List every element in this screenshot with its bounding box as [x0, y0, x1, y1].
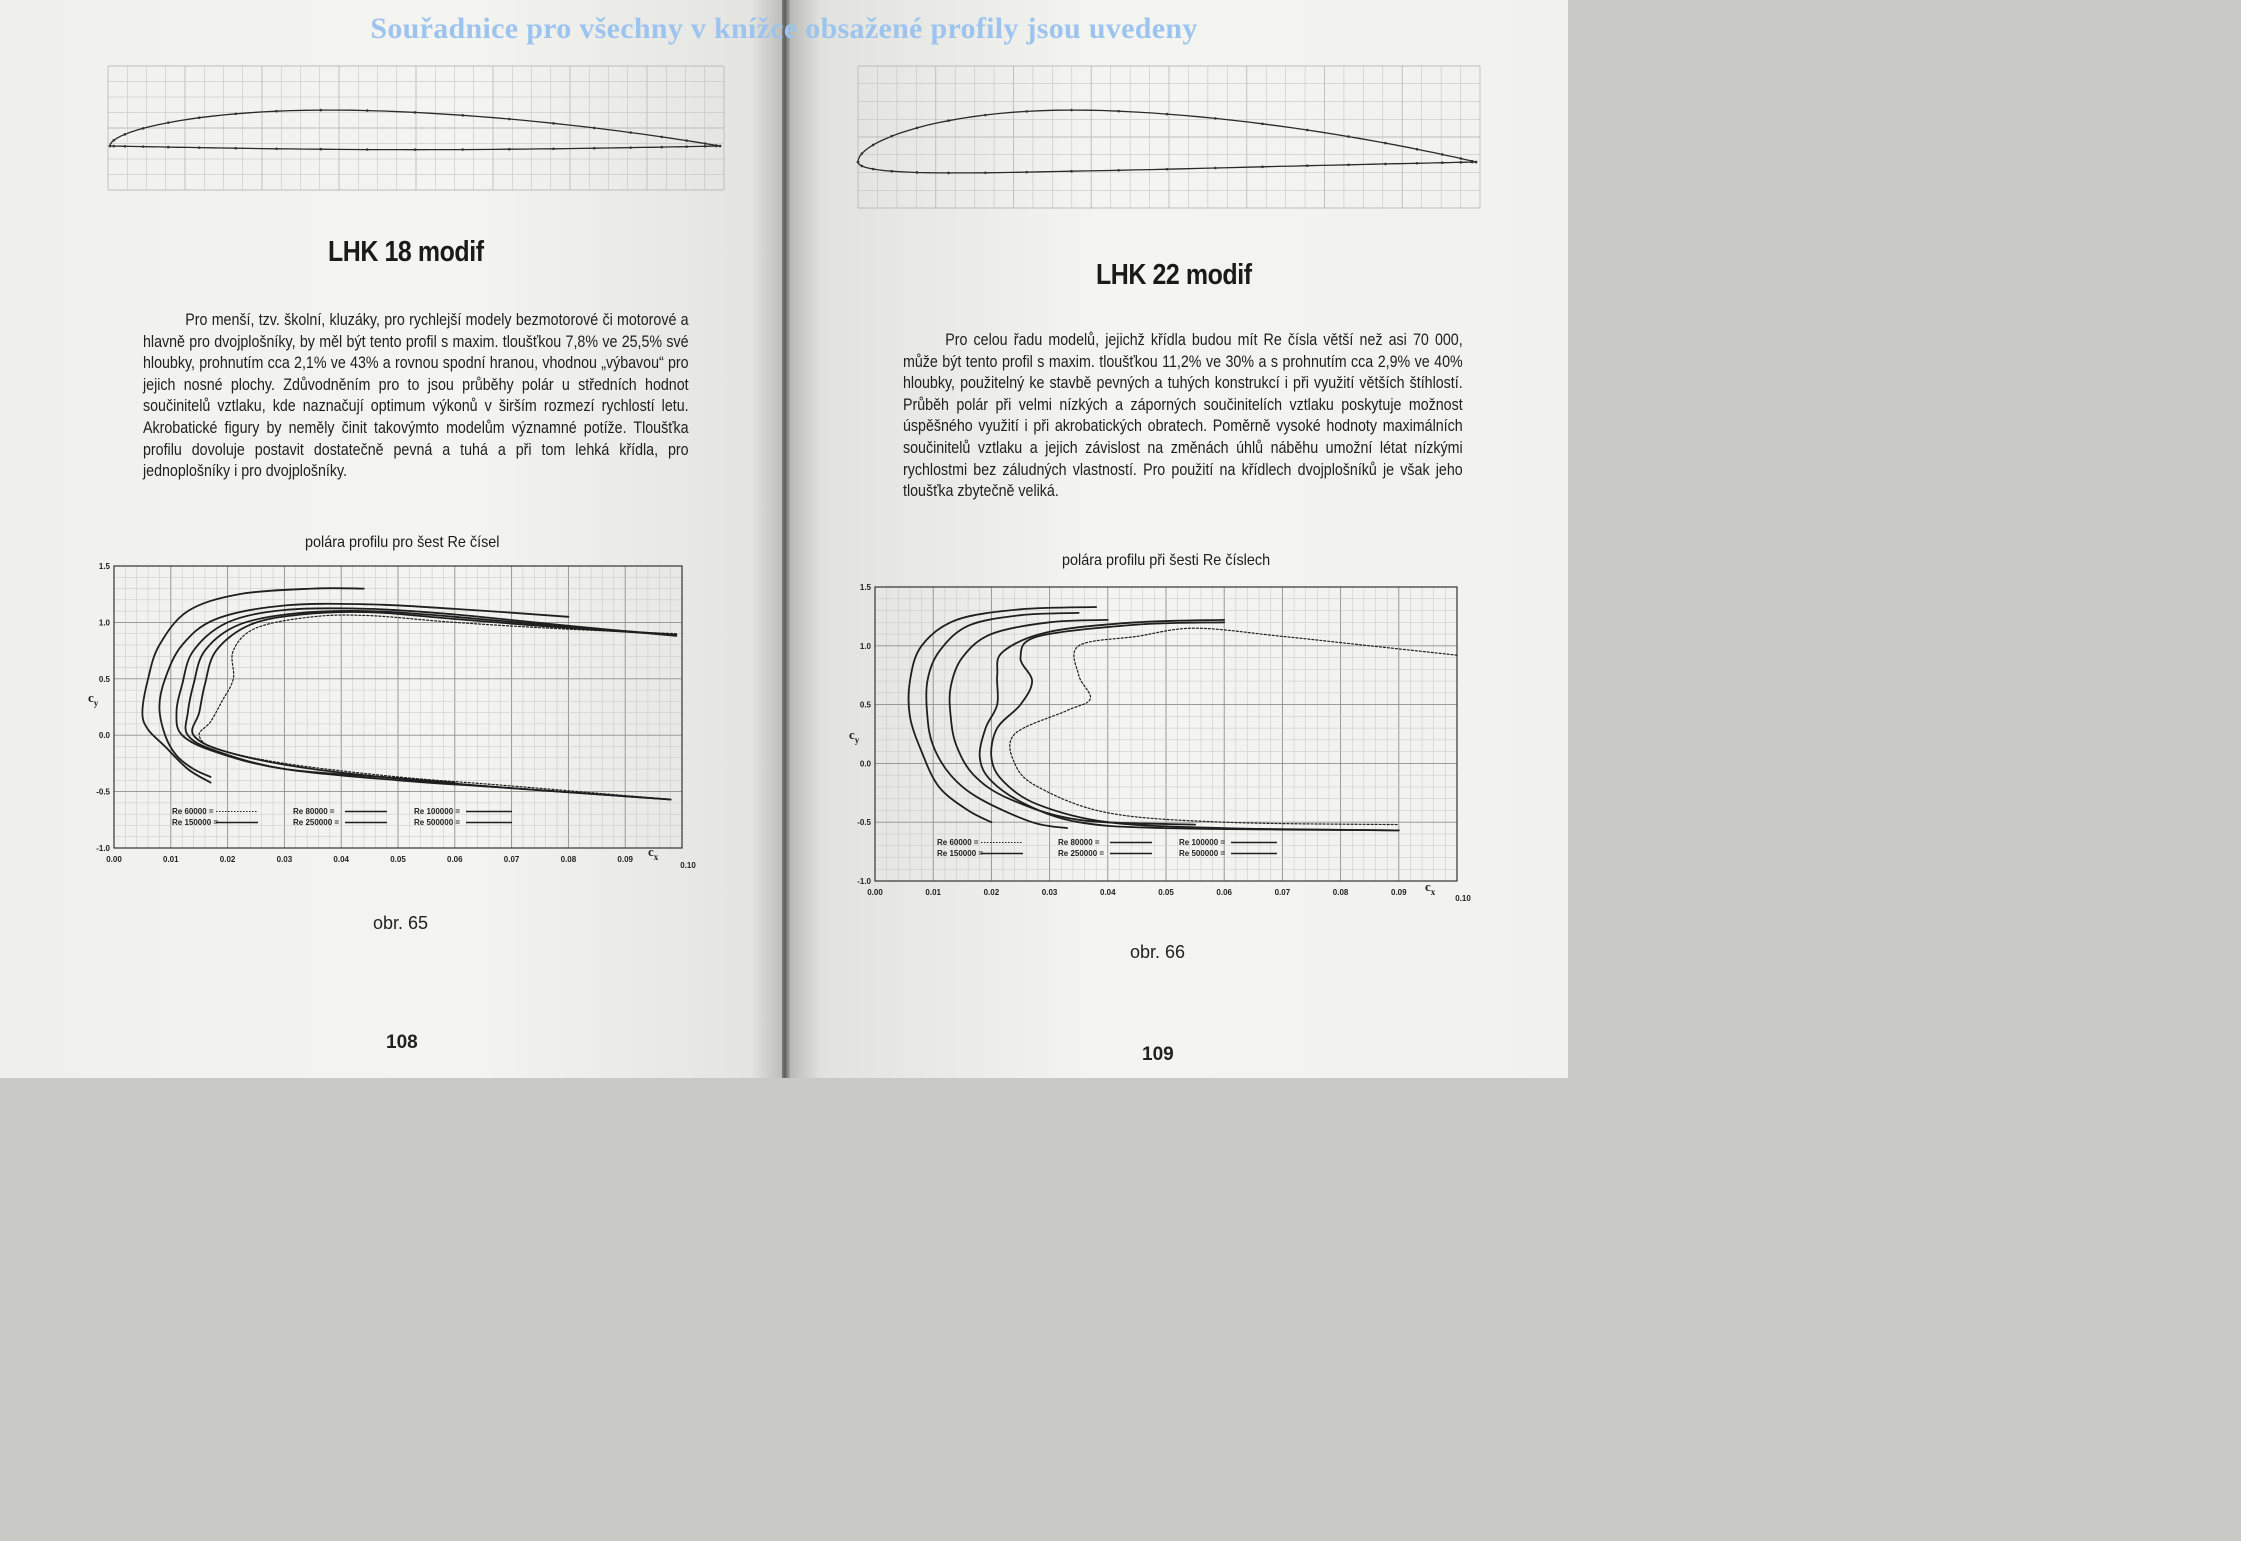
airfoil-point	[857, 161, 860, 164]
description-text	[143, 310, 689, 483]
x-axis-label: $c_x$	[1425, 879, 1436, 897]
x-tick-label: 0.09	[1391, 888, 1407, 897]
airfoil-point	[1166, 168, 1169, 171]
airfoil-point	[461, 114, 464, 117]
airfoil-point	[1261, 166, 1264, 169]
y-tick-label: 0.5	[859, 700, 871, 710]
airfoil-point	[1475, 161, 1478, 164]
x-tick-label: 0.07	[1274, 888, 1291, 897]
airfoil-point	[414, 148, 417, 151]
airfoil-point	[916, 127, 919, 130]
legend-entry-label: Re 60000 =	[172, 807, 214, 816]
airfoil-point	[366, 109, 369, 112]
legend-entry-label: Re 100000 =	[414, 807, 461, 816]
x-tick-label: 0.05	[390, 855, 406, 864]
airfoil-point	[1460, 157, 1463, 160]
airfoil-point	[124, 145, 127, 148]
airfoil-point	[1471, 161, 1474, 164]
page-left	[0, 0, 782, 1078]
description-paragraph: Pro menší, tzv. školní, kluzáky, pro rychlejší modely bezmotorové či motorové a hlavně pro dvojplošníky, by měl být tento profil s maxim. tloušťkou 7,8% ve 25,5% své hloubky, prohnutím cca 2,1% ve 43% a rovnou spodní hranou, vhodnou „výbavou“ pro jejich nosné plochy. Zdůvodněním pro to jsou průběhy polár u středních hodnot součinitelů vztlaku, kde naznačují optimum výkonů v širším rozmezí rychlostí letu. Akrobatické figury by neměly činit takovýmto modelům významné potíže. Tloušťka profilu dovoluje postavit dostatečně pevná a tuhá a při tom lehká křídla, pro jednoplošníky i pro dvojplošníky.	[143, 311, 689, 481]
airfoil-point	[704, 142, 707, 145]
airfoil-grid	[858, 66, 1480, 208]
page-right	[790, 0, 1568, 1078]
airfoil-point	[1214, 117, 1217, 120]
figure-label: obr. 65	[373, 913, 429, 933]
airfoil-grid	[108, 66, 724, 190]
profile-title: LHK 18 modif	[328, 236, 484, 268]
x-tick-label: 0.03	[1041, 888, 1058, 897]
airfoil-point	[1306, 164, 1309, 167]
y-tick-label: 1.0	[98, 618, 110, 628]
legend-entry-label: Re 150000 =	[172, 818, 219, 827]
airfoil-point	[861, 152, 864, 155]
x-tick-label: 0.01	[925, 888, 941, 897]
airfoil-point	[198, 116, 201, 119]
x-tick-label: 0.00	[106, 855, 122, 864]
airfoil-point	[366, 148, 369, 151]
airfoil-point	[984, 114, 987, 117]
airfoil-point	[872, 144, 875, 147]
airfoil-point	[234, 147, 237, 150]
chart-legend	[172, 807, 512, 827]
airfoil-point	[1306, 129, 1309, 132]
chart-grid	[114, 566, 682, 848]
airfoil-point	[124, 133, 127, 136]
airfoil-point	[629, 146, 632, 149]
chart-legend	[937, 838, 1277, 858]
legend-entry-label: Re 250000 =	[1058, 849, 1105, 858]
airfoil-point	[660, 146, 663, 149]
x-tick-label: 0.07	[503, 855, 520, 864]
airfoil-point	[704, 145, 707, 148]
airfoil-outline	[858, 110, 1476, 173]
airfoil-point	[947, 119, 950, 122]
airfoil-point	[872, 168, 875, 171]
airfoil-point	[552, 122, 555, 125]
polar-series-1	[991, 622, 1399, 830]
airfoil-point	[890, 170, 893, 173]
legend-entry-label: Re 80000 =	[1058, 838, 1100, 847]
airfoil-point	[593, 147, 596, 150]
airfoil-point	[198, 146, 201, 149]
airfoil-point	[319, 109, 322, 112]
airfoil-point	[1460, 161, 1463, 164]
x-tick-label: 0.06	[447, 855, 463, 864]
airfoil-point	[916, 171, 919, 174]
banner-heading: Souřadnice pro všechny v knížce obsažené profily jsou uvedeny	[370, 12, 1198, 45]
airfoil-point	[1384, 163, 1387, 166]
figure-label: obr. 66	[1130, 942, 1186, 962]
polar-chart	[845, 575, 1475, 915]
x-tick-label: 0.09	[617, 855, 633, 864]
x-tick-label: 0.04	[1100, 888, 1116, 897]
legend-entry-label: Re 250000 =	[293, 818, 340, 827]
airfoil-point	[1261, 123, 1264, 126]
airfoil-point	[508, 118, 511, 121]
x-tick-label: 0.08	[1332, 888, 1349, 897]
x-tick-label: 0.03	[276, 855, 293, 864]
airfoil-point	[1416, 162, 1419, 165]
airfoil-point	[1166, 113, 1169, 116]
legend-entry-label: Re 80000 =	[293, 807, 335, 816]
airfoil-point	[109, 145, 112, 148]
y-tick-label: -1.0	[857, 877, 871, 886]
airfoil-outline	[110, 110, 720, 150]
polar-series-0	[199, 615, 676, 799]
x-tick-label: 0.04	[333, 855, 349, 864]
airfoil-point	[1347, 135, 1350, 138]
legend-entry-label: Re 100000 =	[1179, 838, 1226, 847]
page-number: 108	[386, 1032, 418, 1053]
chart-caption: polára profilu při šesti Re číslech	[1062, 552, 1271, 569]
airfoil-point	[984, 171, 987, 174]
polar-series-3	[176, 608, 676, 782]
airfoil-point	[947, 172, 950, 175]
chart-caption: polára profilu pro šest Re čísel	[305, 534, 500, 551]
airfoil-point	[1441, 161, 1444, 164]
airfoil-point	[1117, 169, 1120, 172]
airfoil-point	[1214, 167, 1217, 170]
airfoil-point	[167, 121, 170, 124]
airfoil-point	[461, 148, 464, 151]
airfoil-point	[142, 127, 145, 130]
x-tick-label: 0.02	[219, 855, 236, 864]
y-tick-label: 1.5	[859, 583, 871, 592]
y-tick-label: 0.0	[98, 731, 110, 741]
y-tick-label: 1.0	[859, 641, 871, 651]
airfoil-point	[142, 145, 145, 148]
airfoil-point	[1347, 163, 1350, 166]
x-tick-label: 0.05	[1158, 888, 1174, 897]
airfoil-point	[890, 135, 893, 138]
airfoil-point	[552, 147, 555, 150]
airfoil-point	[167, 146, 170, 149]
airfoil-point	[319, 148, 322, 151]
y-axis-label: $c_y$	[849, 727, 860, 745]
airfoil-point	[1117, 110, 1120, 113]
airfoil-point	[275, 110, 278, 113]
y-tick-label: -1.0	[96, 844, 110, 853]
legend-entry-label: Re 150000 =	[937, 849, 984, 858]
airfoil-point	[685, 139, 688, 142]
y-tick-label: -0.5	[96, 787, 110, 797]
airfoil-point	[112, 145, 115, 148]
airfoil-drawing	[850, 58, 1500, 218]
airfoil-point	[861, 165, 864, 168]
x-tick-label: 0.02	[983, 888, 1000, 897]
x-tick-label: 0.08	[560, 855, 577, 864]
airfoil-point	[719, 145, 722, 148]
profile-title: LHK 22 modif	[1096, 259, 1252, 291]
y-tick-label: -0.5	[857, 818, 871, 828]
y-axis-label: $c_y$	[88, 690, 99, 708]
polar-chart	[82, 552, 702, 882]
legend-entry-label: Re 60000 =	[937, 838, 979, 847]
airfoil-drawing	[100, 58, 740, 198]
airfoil-point	[593, 127, 596, 130]
airfoil-point	[1070, 109, 1073, 112]
airfoil-point	[275, 147, 278, 150]
x-tick-label: 0.10	[680, 861, 696, 870]
x-tick-label: 0.00	[867, 888, 883, 897]
y-tick-label: 0.5	[98, 674, 110, 684]
airfoil-point	[234, 112, 237, 115]
airfoil-point	[629, 131, 632, 134]
legend-entry-label: Re 500000 =	[414, 818, 461, 827]
polar-series-1	[192, 612, 676, 800]
airfoil-point	[660, 136, 663, 139]
x-tick-label: 0.10	[1455, 894, 1471, 903]
airfoil-point	[1025, 171, 1028, 174]
airfoil-point	[1441, 153, 1444, 156]
airfoil-point	[1025, 110, 1028, 113]
x-axis-label: $c_x$	[648, 844, 659, 862]
airfoil-point	[508, 148, 511, 151]
description-paragraph: Pro celou řadu modelů, jejichž křídla budou mít Re čísla větší než asi 70 000, může být tento profil s maxim. tloušťkou 11,2% ve 30% a s prohnutím cca 2,9% ve 40% hloubky, použitelný ke stavbě pevných a tuhých konstrukcí i při využití větších štíhlostí. Průběh polár při velmi nízkých a záporných součinitelích vztlaku poskytuje možnost úspěšného využití i při akrobatických obratech. Poměrně vysoké hodnoty maximálních součinitelů vztlaku a jejich závislost na změnách úhlů náběhu umožní létat nízkými rychlostmi bez záludných vlastností. Pro použití na křídlech dvojplošníků je však jeho tloušťka zbytečně veliká.	[903, 331, 1463, 501]
x-tick-label: 0.06	[1216, 888, 1232, 897]
airfoil-point	[414, 111, 417, 114]
page-number: 109	[1142, 1044, 1174, 1065]
description-text	[903, 330, 1463, 503]
airfoil-point	[1384, 142, 1387, 145]
airfoil-point	[1070, 170, 1073, 173]
airfoil-point	[685, 145, 688, 148]
airfoil-point	[1416, 148, 1419, 151]
x-tick-label: 0.01	[163, 855, 179, 864]
y-tick-label: 1.5	[98, 562, 110, 571]
y-tick-label: 0.0	[859, 759, 871, 769]
airfoil-point	[715, 145, 718, 148]
legend-entry-label: Re 500000 =	[1179, 849, 1226, 858]
airfoil-point	[112, 139, 115, 142]
polar-series-3	[950, 620, 1196, 825]
